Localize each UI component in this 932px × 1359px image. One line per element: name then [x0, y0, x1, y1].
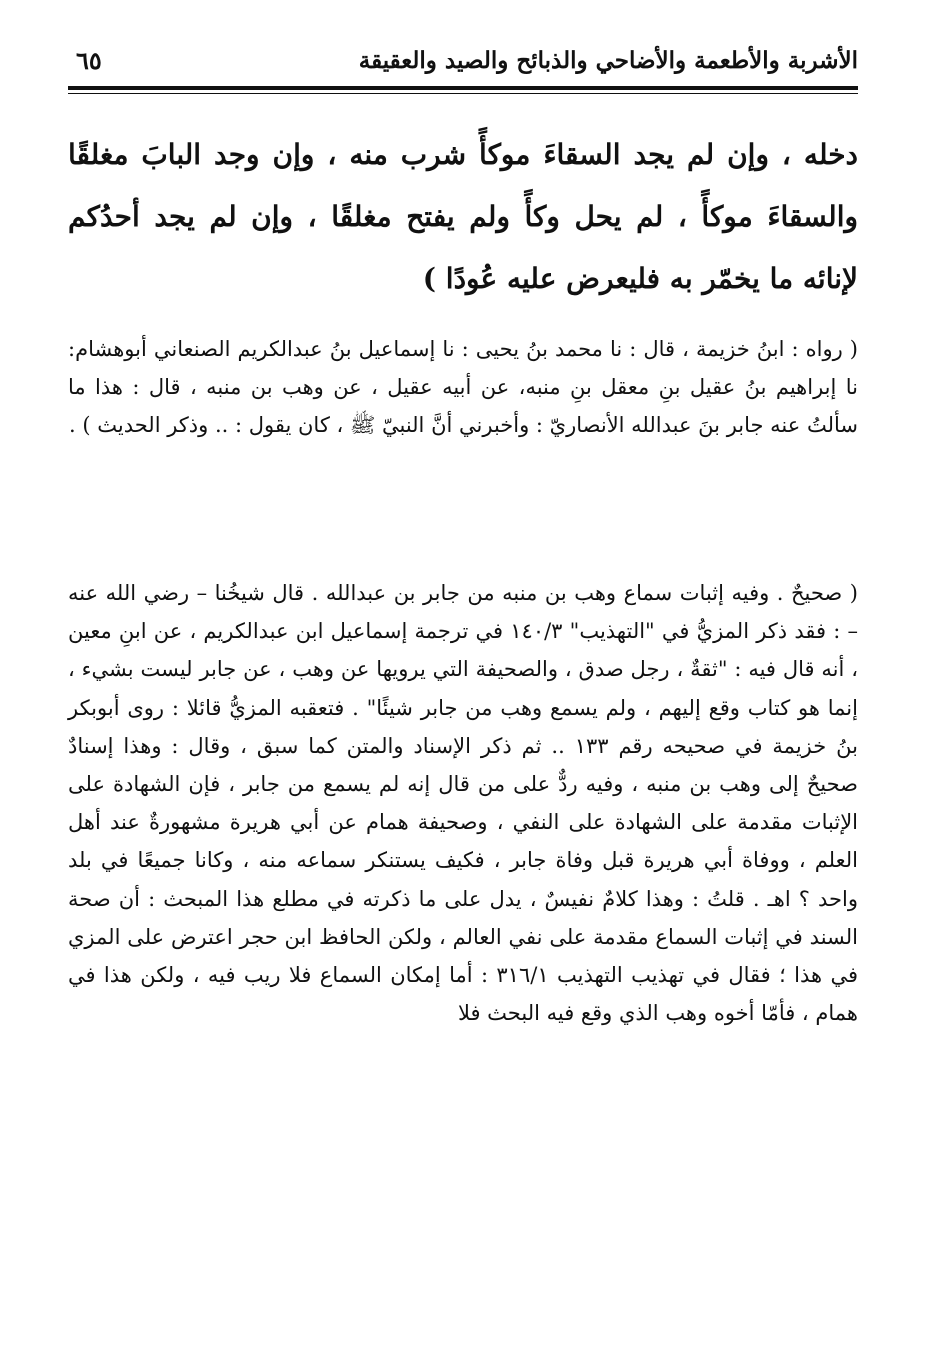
header-rule-thick	[68, 86, 858, 90]
faded-print-overlay	[68, 1032, 258, 1242]
commentary-paragraph: ( صحيحٌ . وفيه إثبات سماع وهب بن منبه من جابر بن عبدالله . قال شيخُنا – رضي الله عنه – : فقد ذكر المزيُّ في "التهذيب" ١٤٠/٣ في ترجمة إسماعيل ابن عبدالكريم ، عن ابنِ معين ، أنه قال فيه : "ثقةٌ ، رجل صدق ، والصحيفة التي يرويها عن وهب ، عن جابر ليست بشيء ، إنما هو كتاب وقع إليهم ، ولم يسمع وهب من جابر شيئًا" . فتعقبه المزيُّ قائلا : روى أبوبكر بنُ خزيمة في صحيحه رقم ١٣٣ .. ثم ذكر الإسناد والمتن كما سبق ، وقال : وهذا إسنادٌ صحيحٌ إلى وهب بن منبه ، وفيه ردٌّ على من قال إنه لم يسمع من جابر ، فإن الشهادة على الإثبات مقدمة على الشهادة على النفي ، وصحيفة همام عن أبي هريرة مشهورةٌ عند أهل العلم ، ووفاة أبي هريرة قبل وفاة جابر ، فكيف يستنكر سماعه منه ، وكانا جميعًا في بلد واحد ؟ اهـ . قلتُ : وهذا كلامٌ نفيسٌ ، يدل على ما ذكرته في مطلع هذا المبحث : أن صحة السند في إثبات السماع مقدمة على نفي العالم ، ولكن الحافظ ابن حجر اعترض على المزي في هذا ؛ فقال في تهذيب التهذيب ٣١٦/١ : أما إمكان السماع فلا ريب فيه ، ولكن هذا في همام ، فأمّا أخوه وهب الذي وقع فيه البحث فلا	[68, 581, 858, 1026]
running-title: الأشربة والأطعمة والأضاحي والذبائح والصيد والعقيقة	[358, 46, 858, 74]
isnad-paragraph: ( رواه : ابنُ خزيمة ، قال : نا محمد بنُ يحيى : نا إسماعيل بنُ عبدالكريم الصنعاني أبوهشام: نا إبراهيم بنُ عقيل بنِ معقل بنِ منبه، عن أبيه عقيل ، عن وهب بن منبه ، قال : هذا ما سألتُ عنه جابر بنَ عبدالله الأنصاريّ : وأخبرني أنَّ النبيّ ﷺ ، كان يقول : .. وذكر الحديث ) .	[68, 337, 858, 438]
hadith-text: دخله ، وإن لم يجد السقاءَ موكأً شرب منه ، وإن وجد البابَ مغلقًا والسقاءَ موكأً ، لم يحل وكأً ولم يفتح مغلقًا ، وإن لم يجد أحدُكم لإنائه ما يخمّر به فليعرض عليه عُودًا )	[68, 138, 858, 295]
page-number: ٦٥	[76, 45, 102, 75]
header-rule-thin	[68, 93, 858, 94]
page-header	[68, 40, 858, 80]
document-page	[68, 36, 858, 1236]
